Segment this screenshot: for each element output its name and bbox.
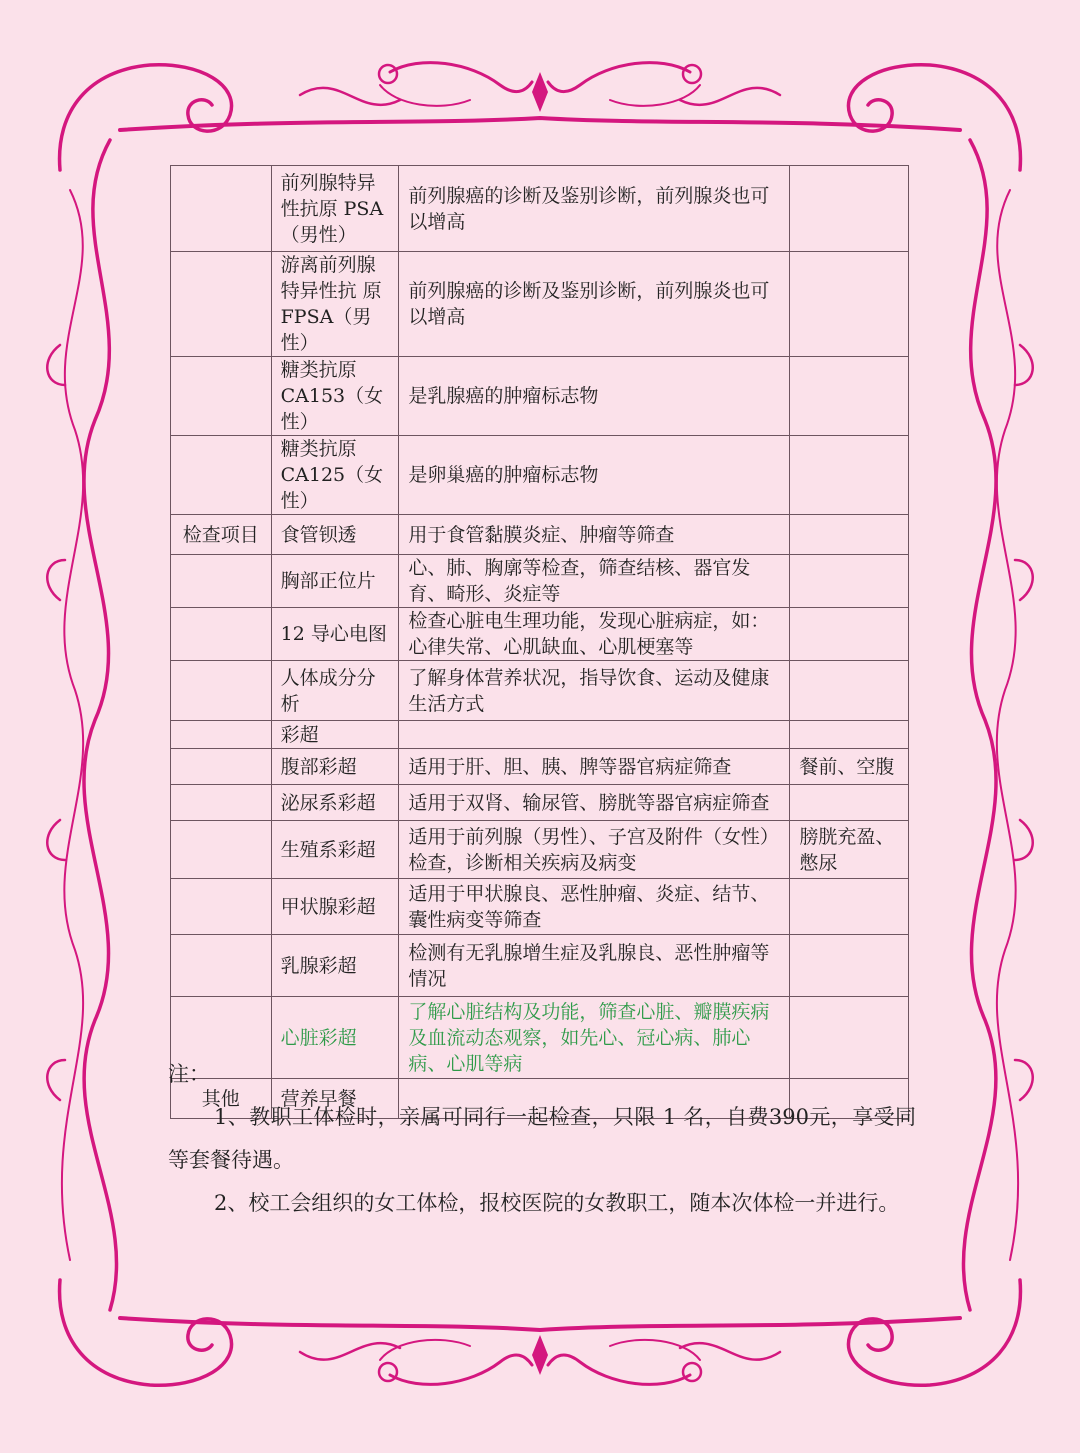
category-cell <box>171 252 272 357</box>
category-cell: 其他 <box>171 1079 272 1119</box>
item-cell: 营养早餐 <box>271 1079 399 1119</box>
purpose-cell: 适用于肝、胆、胰、脾等器官病症筛查 <box>399 749 790 785</box>
category-cell <box>171 935 272 997</box>
table-row <box>171 515 909 555</box>
category-cell <box>171 166 272 252</box>
note-cell: 餐前、空腹 <box>790 749 909 785</box>
item-cell: 食管钡透 <box>271 515 399 555</box>
table-row <box>171 721 909 749</box>
purpose-cell: 适用于甲状腺良、恶性肿瘤、炎症、结节、囊性病变等筛查 <box>399 879 790 935</box>
purpose-cell: 检测有无乳腺增生症及乳腺良、恶性肿瘤等情况 <box>399 935 790 997</box>
item-cell: 前列腺特异性抗原 PSA（男性） <box>271 166 399 252</box>
item-cell: 人体成分分析 <box>271 661 399 721</box>
note-cell <box>790 785 909 821</box>
item-cell: 生殖系彩超 <box>271 821 399 879</box>
item-cell: 游离前列腺特异性抗 原FPSA（男性） <box>271 252 399 357</box>
notes-heading: 注： <box>168 1062 210 1086</box>
item-cell: 彩超 <box>271 721 399 749</box>
category-cell <box>171 721 272 749</box>
category-cell <box>171 879 272 935</box>
category-cell: 检查项目 <box>171 515 272 555</box>
exam-items-table <box>170 165 909 1119</box>
item-cell: 泌尿系彩超 <box>271 785 399 821</box>
category-cell <box>171 821 272 879</box>
category-cell <box>171 661 272 721</box>
table-row <box>171 166 909 252</box>
item-cell: 12 导心电图 <box>271 608 399 661</box>
notes-section <box>168 1053 916 1225</box>
note-cell <box>790 608 909 661</box>
frame-top-diamond <box>532 72 548 112</box>
purpose-cell: 用于食管黏膜炎症、肿瘤等筛查 <box>399 515 790 555</box>
item-cell: 糖类抗原CA125（女性） <box>271 436 399 515</box>
purpose-cell: 是乳腺癌的肿瘤标志物 <box>399 357 790 436</box>
purpose-cell: 心、肺、胸廓等检查，筛查结核、器官发育、畸形、炎症等 <box>399 555 790 608</box>
note-cell <box>790 721 909 749</box>
frame-bottom-diamond <box>532 1335 548 1375</box>
table-row <box>171 436 909 515</box>
table-row <box>171 879 909 935</box>
category-cell <box>171 357 272 436</box>
table-row <box>171 608 909 661</box>
purpose-cell-highlight: 了解心脏结构及功能，筛查心脏、瓣膜疾病及血流动态观察，如先心、冠心病、肺心病、心肌等病 <box>399 997 790 1079</box>
purpose-cell: 前列腺癌的诊断及鉴别诊断，前列腺炎也可以增高 <box>399 166 790 252</box>
note-cell <box>790 166 909 252</box>
note-cell <box>790 252 909 357</box>
note-cell <box>790 436 909 515</box>
note-cell <box>790 515 909 555</box>
table-row <box>171 785 909 821</box>
category-cell <box>171 749 272 785</box>
table-row <box>171 661 909 721</box>
note-cell <box>790 555 909 608</box>
note-item: 1、教职工体检时，亲属可同行一起检查，只限 1 名，自费390元，享受同等套餐待遇。 <box>168 1105 916 1172</box>
purpose-cell: 前列腺癌的诊断及鉴别诊断，前列腺炎也可以增高 <box>399 252 790 357</box>
frame-right-wave <box>963 140 996 1310</box>
table-row <box>171 821 909 879</box>
item-cell: 甲状腺彩超 <box>271 879 399 935</box>
purpose-cell: 检查心脏电生理功能，发现心脏病症，如：心律失常、心肌缺血、心肌梗塞等 <box>399 608 790 661</box>
item-cell: 乳腺彩超 <box>271 935 399 997</box>
item-cell: 胸部正位片 <box>271 555 399 608</box>
purpose-cell <box>399 721 790 749</box>
item-cell-highlight: 心脏彩超 <box>271 997 399 1079</box>
table-row <box>171 357 909 436</box>
purpose-cell: 适用于前列腺（男性）、子宫及附件（女性）检查，诊断相关疾病及病变 <box>399 821 790 879</box>
note-cell <box>790 935 909 997</box>
table-row <box>171 252 909 357</box>
category-cell <box>171 785 272 821</box>
table-row <box>171 555 909 608</box>
table-row <box>171 935 909 997</box>
table-row <box>171 749 909 785</box>
note-cell: 膀胱充盈、憋尿 <box>790 821 909 879</box>
note-cell <box>790 661 909 721</box>
purpose-cell: 适用于双肾、输尿管、膀胱等器官病症筛查 <box>399 785 790 821</box>
note-item: 2、校工会组织的女工体检，报校医院的女教职工，随本次体检一并进行。 <box>214 1191 900 1215</box>
frame-bottom-rail <box>120 1318 960 1330</box>
frame-top-rail <box>120 118 960 130</box>
note-cell <box>790 879 909 935</box>
frame-left-wave <box>84 140 117 1310</box>
note-cell <box>790 357 909 436</box>
item-cell: 腹部彩超 <box>271 749 399 785</box>
purpose-cell: 了解身体营养状况，指导饮食、运动及健康生活方式 <box>399 661 790 721</box>
purpose-cell: 是卵巢癌的肿瘤标志物 <box>399 436 790 515</box>
item-cell: 糖类抗原CA153（女性） <box>271 357 399 436</box>
category-cell <box>171 555 272 608</box>
category-cell <box>171 608 272 661</box>
category-cell <box>171 436 272 515</box>
